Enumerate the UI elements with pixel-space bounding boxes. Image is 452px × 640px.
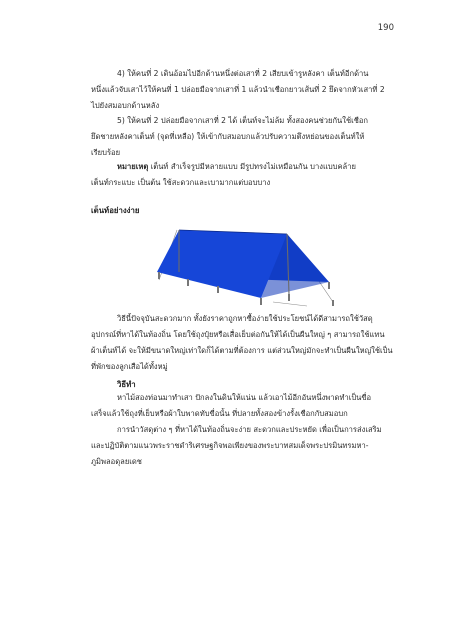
method-line-4: และปฏิบัติตามแนวพระราชดำริเศรษฐกิจพอเพียงของพระบาทสมเด็จพระปรมินทรมหา- bbox=[91, 441, 369, 450]
step-4-line-2: หนึ่งแล้วจับเสาไว้ให้คนที่ 1 ปล่อยมือจากเสาที่ 1 แล้วนำเชือกยาวเส้นที่ 2 ยึดจากหัวเสาที่ 2 bbox=[91, 85, 385, 94]
step-4-line-3: ไปยังสมอบกด้านหลัง bbox=[91, 101, 160, 110]
step-5-line-1: 5) ให้คนที่ 2 ปล่อยมือจากเสาที่ 2 ได้ เต็นท์จะไม่ล้ม ทั้งสองคนช่วยกันใช้เชือก bbox=[117, 116, 369, 125]
guy-rope-front bbox=[273, 302, 307, 306]
simple-tent-description bbox=[91, 311, 411, 375]
note-text: เต็นท์ สำเร็จรูปมีหลายแบบ มีรูปทรงไม่เหมือนกัน บางแบบคล้าย bbox=[148, 162, 356, 171]
step-5-line-3: เรียบร้อย bbox=[91, 148, 121, 157]
tent-illustration bbox=[157, 222, 339, 308]
note-line-1 bbox=[91, 159, 411, 175]
page-number: 190 bbox=[377, 23, 394, 33]
stake bbox=[328, 282, 330, 289]
method-line-2: เสร็จแล้วใช้ถุงที่เย็บหรือผ้าใบพาดทับขื่อนั้น ที่ปลายทั้งสองข้างรั้งเชือกกับสมอบก bbox=[91, 409, 348, 418]
note-label: หมายเหตุ bbox=[117, 162, 149, 171]
method-paragraph bbox=[91, 390, 411, 470]
step-5-paragraph bbox=[91, 113, 411, 161]
stake bbox=[332, 300, 334, 306]
stake bbox=[217, 286, 219, 293]
stake bbox=[288, 294, 290, 301]
stake bbox=[187, 279, 189, 286]
step-4-paragraph bbox=[91, 66, 411, 114]
description-line-1: วิธีนี้ปัจจุบันสะดวกมาก ทั้งยังราคาถูกหาซื้อง่ายใช้ประโยชน์ได้ดีสามารถใช้วัสดุ bbox=[117, 314, 373, 323]
method-line-1: หาไม้สองท่อนมาทำเสา ปักลงในดินให้แน่น แล้วเอาไม้อีกอันหนึ่งพาดทำเป็นขื่อ bbox=[117, 393, 372, 402]
section-heading: เต็นท์อย่างง่าย bbox=[91, 206, 140, 215]
note-line-2: เต็นท์กระแบะ เป็นต้น ใช้สะดวกและเบามากแต่บอบบาง bbox=[91, 178, 271, 187]
stake bbox=[158, 272, 160, 279]
note-paragraph bbox=[91, 159, 411, 191]
method-line-5: ภูมิพลอดุลยเดช bbox=[91, 457, 142, 466]
description-line-4: ที่พักของลูกเสือได้ทั้งหมู่ bbox=[91, 362, 168, 371]
step-5-line-2: ยึดชายหลังคาเต็นท์ (จุดที่เหลือ) ให้เข้ากับสมอบกแล้วปรับความตึงหย่อนของเต็นท์ให้ bbox=[91, 132, 365, 141]
description-line-2: อุปกรณ์ที่หาได้ในท้องถิ่น โดยใช้ถุงปุ๋ยหรือเสื่อเย็บต่อกันให้ได้เป็นผืนใหญ่ ๆ สามารถใช้แทน bbox=[91, 330, 385, 339]
method-heading: วิธีทำ bbox=[117, 380, 136, 389]
stake bbox=[260, 298, 262, 305]
step-4-line-1: 4) ให้คนที่ 2 เดินอ้อมไปอีกด้านหนึ่งต่อเสาที่ 2 เสียบเข้ารูหลังคา เต็นท์อีกด้าน bbox=[117, 69, 369, 78]
method-line-3: การนำวัสดุต่าง ๆ ที่หาได้ในท้องถิ่นจะง่าย สะดวกและประหยัด เพื่อเป็นการส่งเสริม bbox=[117, 425, 382, 434]
description-line-3: ผ้าเต็นท์ได้ จะให้มีขนาดใหญ่เท่าใดก็ได้ตามที่ต้องการ แต่ส่วนใหญ่มักจะทำเป็นผืนใหญ่ใช้เป็น bbox=[91, 346, 393, 355]
